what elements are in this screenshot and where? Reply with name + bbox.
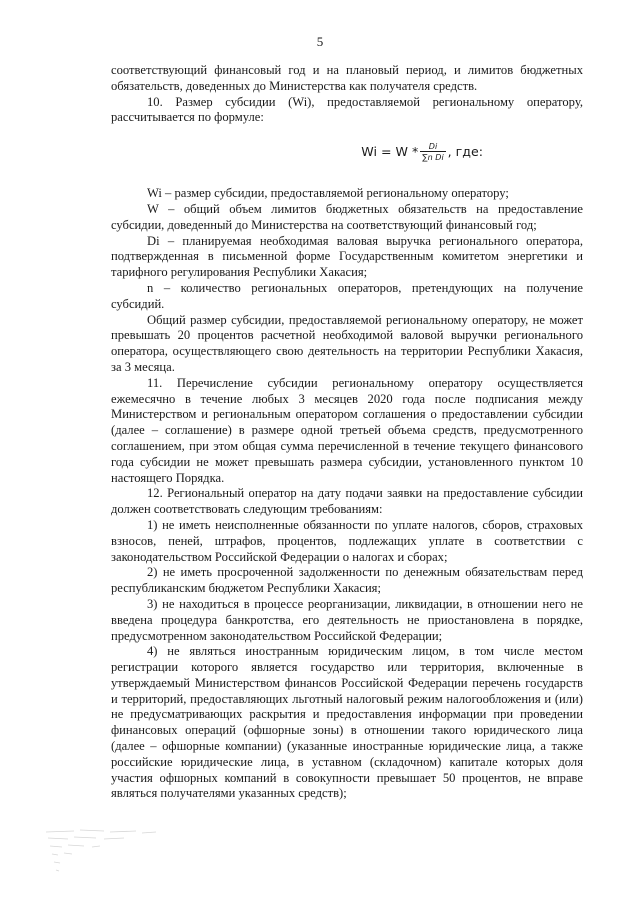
paragraph-group-bottom [111, 186, 583, 802]
paragraph: 1) не иметь неисполненные обязанности по уплате налогов, сборов, страховых взносов, пеней, штрафов, процентов, подлежащих уплате в соответствии с законодательством Российской Федерации о налогах и сборах; [111, 517, 583, 564]
paragraph: 10. Размер субсидии (Wi), предоставляемой региональному оператору, рассчитывается по формуле: [111, 94, 583, 125]
paragraph: Wi – размер субсидии, предоставляемой региональному оператору; [147, 186, 509, 201]
page-number: 5 [316, 34, 324, 49]
subsidy-formula [111, 132, 583, 172]
paragraph: 12. Региональный оператор на дату подачи заявки на предоставление субсидии должен соответствовать следующим требованиям: [111, 486, 583, 517]
formula-lhs: Wi = W * [361, 144, 419, 160]
paragraph-group-top [111, 63, 583, 126]
paragraph: Di – планируемая необходимая валовая выручка регионального оператора, подтвержденная в письменной форме Государственным комитетом энергетики и тарифного регулирования Республики Хакасия; [111, 233, 583, 280]
formula-suffix: , где: [447, 144, 483, 160]
formula-fraction [420, 142, 445, 162]
formula-numerator: Di [428, 142, 438, 152]
paragraph: 4) не являться иностранным юридическим лицом, в том числе местом регистрации которого является государство или территория, включенные в утверждаемый Министерством финансов Российской Федерации перечень государств и территорий, предоставляющих льготный налоговый режим налогообложения и (или) не предусматривающих раскрытия и предоставления информации при проведении финансовых операций (офшорные зоны) в отношении такого юридического лица (далее – офшорные компании) (указанные иностранные юридические лица, а также российские юридические лица, в уставном (складочном) капитале которых доля участия офшорных компаний в совокупности превышает 50 процентов, не вправе являться получателями указанных средств); [111, 644, 583, 801]
paragraph: W – общий объем лимитов бюджетных обязательств на предоставление субсидии, доведенный до Министерства на соответствующий финансовый год; [111, 201, 583, 232]
paragraph: 3) не находиться в процессе реорганизации, ликвидации, в отношении него не введена процедура банкротства, его деятельность не приостановлена в порядке, предусмотренном законодательством Российской Федерации; [111, 596, 583, 643]
paragraph: Общий размер субсидии, предоставляемой региональному оператору, не может превышать 20 процентов расчетной необходимой валовой выручки регионального оператора, осуществляющего свою деятельность на территории Республики Хакасия, за 3 месяца. [111, 312, 583, 374]
paragraph: 2) не иметь просроченной задолженности по денежным обязательствам перед республиканским бюджетом Республики Хакасия; [111, 565, 583, 596]
faint-stamp-mark [44, 824, 159, 882]
paragraph: n – количество региональных операторов, претендующих на получение субсидий. [111, 280, 583, 311]
formula-denominator: ∑n Di [422, 153, 444, 163]
paragraph: соответствующий финансовый год и на плановый период, и лимитов бюджетных обязательств, доведенных до Министерства как получателя средств. [111, 63, 583, 93]
paragraph: 11. Перечисление субсидии региональному оператору осуществляется ежемесячно в течение любых 3 месяцев 2020 года после подписания между Министерством и региональным оператором соглашения о предоставлении субсидии (далее – соглашение) в размере одной третьей объема средств, предусмотренного соглашением, при этом общая сумма перечисленной в течение текущего финансового года субсидии не может превышать размера субсидии, установленного пунктом 10 настоящего Порядка. [111, 375, 583, 485]
document-body [111, 63, 583, 802]
